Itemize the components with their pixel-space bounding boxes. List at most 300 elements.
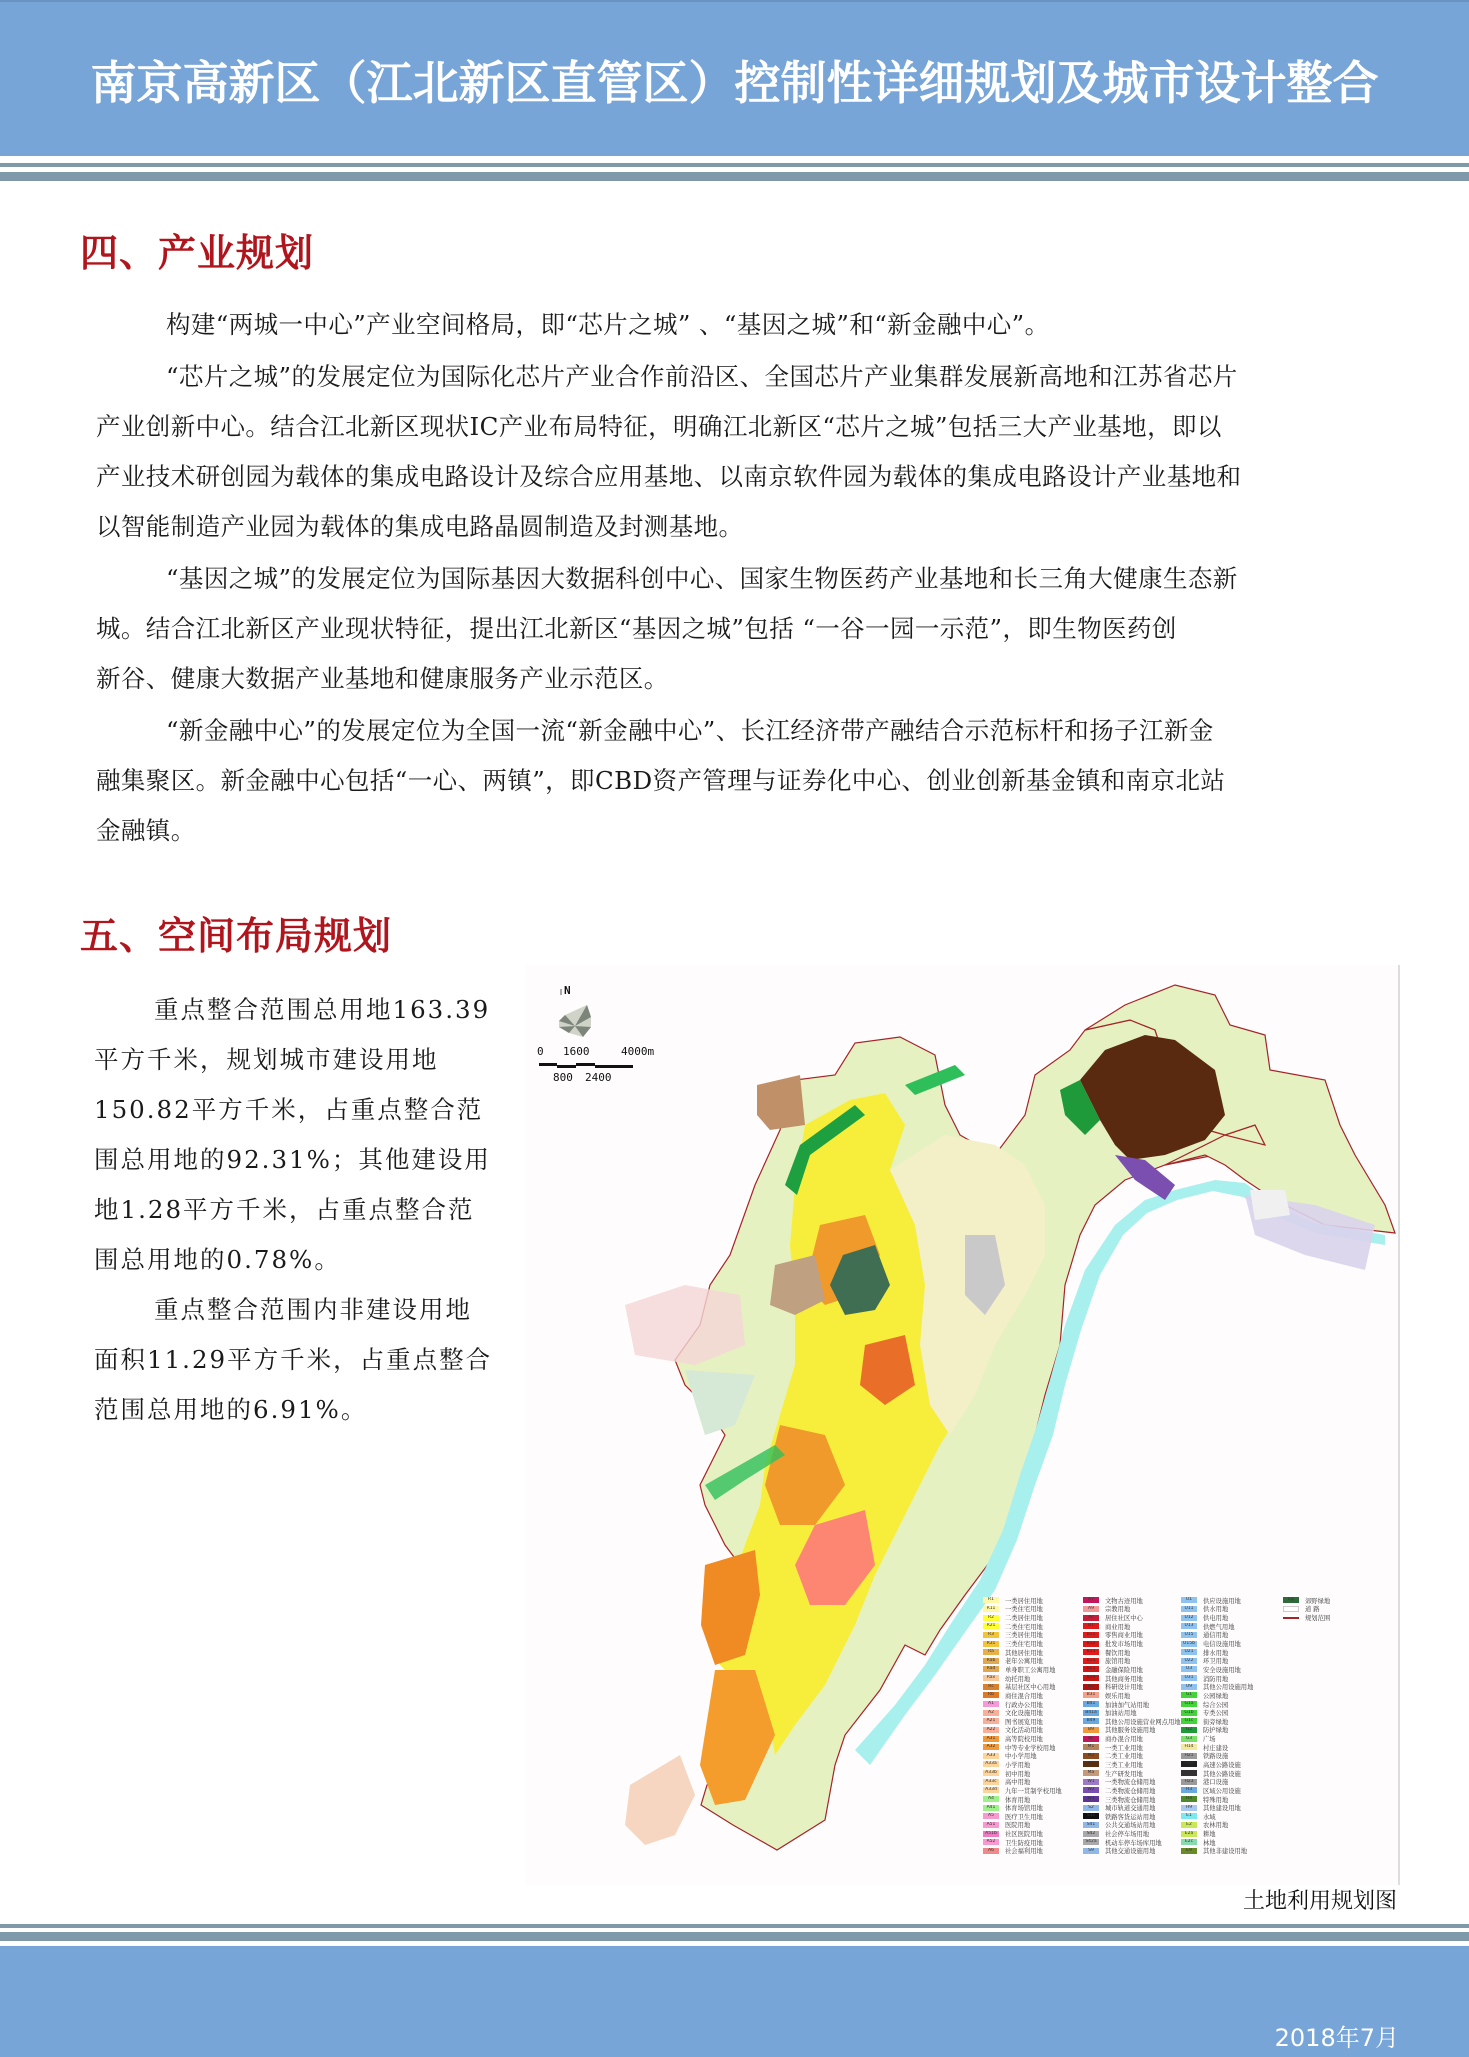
legend-swatch: G1c (1181, 1718, 1197, 1724)
legend-item (1083, 1656, 1181, 1665)
legend-column (1181, 1596, 1253, 1855)
paragraph-line: 重点整合范围内非建设用地 (154, 1295, 472, 1324)
header-divider-thick (0, 172, 1469, 181)
legend-label: 金融保险用地 (1105, 1666, 1143, 1674)
legend-label: 综合公园 (1203, 1701, 1229, 1709)
legend-item (1083, 1821, 1181, 1830)
legend-swatch: A33c (983, 1779, 999, 1785)
legend-label: 一类住宅用地 (1005, 1606, 1043, 1614)
legend-item (983, 1656, 1062, 1665)
legend-swatch: Bc (1083, 1736, 1099, 1742)
legend-label: 其他交通设施用地 (1105, 1848, 1156, 1856)
legend-swatch: U15b (1181, 1641, 1197, 1647)
legend-item (983, 1821, 1062, 1830)
legend-swatch: U9 (1181, 1684, 1197, 1690)
legend-swatch: S31 (1083, 1813, 1099, 1819)
legend-label: 其他商务用地 (1105, 1675, 1143, 1683)
legend-swatch: E9 (1181, 1848, 1197, 1854)
legend-item (1083, 1674, 1181, 1683)
legend-item (1181, 1596, 1253, 1605)
legend-item (1083, 1708, 1181, 1717)
legend-item (1083, 1648, 1181, 1657)
paragraph-line: 金融镇。 (96, 816, 196, 845)
legend-label: 道 路 (1305, 1606, 1320, 1614)
legend-item (983, 1726, 1062, 1735)
legend-label: 社区医院用地 (1005, 1831, 1043, 1839)
legend-item (1083, 1838, 1181, 1847)
scale-label-1600: 1600 (563, 1045, 590, 1058)
legend-swatch: A2 (983, 1710, 999, 1716)
legend-item (983, 1665, 1062, 1674)
legend-item (983, 1596, 1062, 1605)
legend-label: 餐饮用地 (1105, 1649, 1131, 1657)
legend-label: 文化活动用地 (1005, 1727, 1043, 1735)
legend-swatch: M2 (1083, 1753, 1099, 1759)
legend-item (983, 1769, 1062, 1778)
legend-label: 初中用地 (1005, 1770, 1031, 1778)
legend-label: 文化设施用地 (1005, 1710, 1043, 1718)
legend-label: 特殊用地 (1203, 1796, 1229, 1804)
legend-item (983, 1682, 1062, 1691)
paragraph-line: 地1.28平方千米，占重点整合范 (94, 1195, 475, 1224)
paragraph-line: 平方千米，规划城市建设用地 (94, 1045, 439, 1074)
map-legend (983, 1596, 1403, 1866)
legend-label: 卫生防疫用地 (1005, 1839, 1043, 1847)
legend-label: 社会停车场用地 (1105, 1831, 1150, 1839)
paragraph-line: 融集聚区。新金融中心包括“一心、两镇”，即CBD资产管理与证券化中心、创业创新基金镇和南京北站 (96, 766, 1226, 795)
legend-item (1083, 1847, 1181, 1856)
scale-bar (539, 1063, 633, 1068)
legend-swatch: B1 (1083, 1623, 1099, 1629)
legend-label: 港口设施 (1203, 1779, 1229, 1787)
legend-item (1181, 1812, 1253, 1821)
legend-label: 城市轨道交通用地 (1105, 1805, 1156, 1813)
legend-label: 零售商业用地 (1105, 1632, 1143, 1640)
legend-column (983, 1596, 1062, 1855)
legend-item (1083, 1596, 1181, 1605)
legend-swatch: S9 (1083, 1848, 1099, 1854)
legend-label: 一类物流仓储用地 (1105, 1779, 1156, 1787)
legend-item (983, 1777, 1062, 1786)
legend-swatch: R11 (983, 1606, 999, 1612)
legend-label: 公共交通场站用地 (1105, 1822, 1156, 1830)
legend-swatch: A4 (983, 1796, 999, 1802)
legend-label: 环卫用地 (1203, 1658, 1229, 1666)
legend-label: 专类公园 (1203, 1710, 1229, 1718)
legend-item (983, 1786, 1062, 1795)
legend-swatch: B9 (1083, 1727, 1099, 1733)
legend-item (1181, 1639, 1253, 1648)
legend-item (983, 1760, 1062, 1769)
legend-item (1083, 1631, 1181, 1640)
legend-swatch: A51b (983, 1831, 999, 1837)
legend-item (1083, 1760, 1181, 1769)
footer-date: 2018年7月 (1274, 2024, 1399, 2052)
legend-item (1283, 1596, 1330, 1605)
legend-label: 老年公寓用地 (1005, 1658, 1043, 1666)
scale-label-800: 800 (553, 1071, 573, 1084)
legend-swatch: B11 (1083, 1632, 1099, 1638)
legend-swatch: U1 (1181, 1597, 1197, 1603)
legend-label: 其他公用设施营业网点用地 (1105, 1718, 1181, 1726)
legend-label: 供电用地 (1203, 1615, 1229, 1623)
legend-swatch: U12 (1181, 1615, 1197, 1621)
legend-label: 宗教用地 (1105, 1606, 1131, 1614)
legend-swatch: S42 (1083, 1831, 1099, 1837)
legend-swatch: R1 (983, 1597, 999, 1603)
legend-item (1083, 1665, 1181, 1674)
legend-item (983, 1648, 1062, 1657)
legend-swatch: Rax (983, 1675, 999, 1681)
legend-swatch: A5 (983, 1813, 999, 1819)
section-4-body (96, 300, 1241, 856)
legend-label: 一类工业用地 (1105, 1744, 1143, 1752)
legend-item (1181, 1726, 1253, 1735)
legend-item (1083, 1726, 1181, 1735)
legend-item (1181, 1786, 1253, 1795)
legend-item (1083, 1700, 1181, 1709)
legend-swatch: Ma (1083, 1770, 1099, 1776)
legend-item (1181, 1700, 1253, 1709)
legend-swatch: B41 (1083, 1701, 1099, 1707)
legend-item (983, 1829, 1062, 1838)
section-5-body (94, 985, 492, 1435)
legend-item (983, 1734, 1062, 1743)
legend-swatch: R2 (983, 1615, 999, 1621)
legend-label: 区域公用设施 (1203, 1787, 1241, 1795)
legend-item (1181, 1743, 1253, 1752)
legend-label: 林地 (1203, 1839, 1216, 1847)
legend-swatch: Rad (983, 1666, 999, 1672)
legend-swatch (1283, 1606, 1299, 1612)
legend-label: 小学用地 (1005, 1762, 1031, 1769)
legend-swatch: U11 (1181, 1606, 1197, 1612)
legend-item (1181, 1682, 1253, 1691)
paragraph-line: 面积11.29平方千米，占重点整合 (94, 1345, 493, 1374)
legend-label: 电信设施用地 (1203, 1641, 1241, 1649)
map-caption: 土地利用规划图 (1242, 1889, 1397, 1914)
paragraph (96, 554, 1241, 704)
legend-swatch: A31 (983, 1736, 999, 1742)
legend-swatch: Ra (983, 1649, 999, 1655)
legend-label: 社会福利用地 (1005, 1848, 1043, 1856)
legend-label: 加油站用地 (1105, 1710, 1137, 1718)
legend-label: 高中用地 (1005, 1779, 1031, 1787)
legend-item (1181, 1829, 1253, 1838)
legend-label: 公园绿地 (1203, 1692, 1229, 1700)
legend-label: 批发市场用地 (1105, 1641, 1143, 1649)
legend-item (1181, 1605, 1253, 1614)
legend-swatch: S42a (1083, 1839, 1099, 1845)
paragraph (96, 352, 1241, 552)
legend-item (1181, 1622, 1253, 1631)
legend-swatch: Eg (1283, 1597, 1299, 1603)
legend-label: 农林用地 (1203, 1822, 1229, 1830)
paragraph (94, 985, 492, 1285)
legend-label: 九年一贯制学校用地 (1005, 1787, 1062, 1795)
legend-swatch: A51 (983, 1822, 999, 1828)
north-label: N (564, 984, 571, 997)
legend-swatch: A33 (983, 1753, 999, 1759)
legend-swatch: R3 (983, 1632, 999, 1638)
paragraph-line: 重点整合范围总用地163.39 (154, 995, 491, 1024)
legend-item (1181, 1648, 1253, 1657)
legend-label: 郊野绿地 (1305, 1597, 1331, 1605)
paragraph-line: “新金融中心”的发展定位为全国一流“新金融中心”、长江经济带产融结合示范标杆和扬子江新金 (166, 716, 1214, 745)
legend-label: 铁路客货运站用地 (1105, 1813, 1156, 1821)
legend-label: 行政办公用地 (1005, 1701, 1043, 1709)
legend-label: 商办混合用地 (1105, 1736, 1143, 1744)
legend-label: 广场 (1203, 1736, 1216, 1744)
legend-swatch: B31 (1083, 1692, 1099, 1698)
legend-item (1181, 1795, 1253, 1804)
legend-item (983, 1691, 1062, 1700)
legend-swatch: S2 (1083, 1805, 1099, 1811)
legend-swatch: H22 (1181, 1770, 1197, 1776)
legend-item (1083, 1769, 1181, 1778)
legend-label: 街旁绿地 (1203, 1718, 1229, 1726)
legend-item (1083, 1622, 1181, 1631)
legend-item (1181, 1777, 1253, 1786)
legend-label: 村庄建设 (1203, 1744, 1229, 1752)
legend-swatch: A52 (983, 1839, 999, 1845)
legend-label: 通信用地 (1203, 1632, 1229, 1640)
legend-item (1083, 1734, 1181, 1743)
legend-item (983, 1743, 1062, 1752)
legend-swatch: H14 (1181, 1744, 1197, 1750)
legend-swatch: E2c (1181, 1839, 1197, 1845)
legend-item (1083, 1691, 1181, 1700)
legend-swatch: H22 (1181, 1761, 1197, 1767)
legend-item (983, 1613, 1062, 1622)
legend-swatch: A9 (1083, 1606, 1099, 1612)
legend-label: 供应设施用地 (1203, 1597, 1241, 1605)
section-4-title: 四、产业规划 (80, 231, 315, 275)
legend-item (1083, 1717, 1181, 1726)
legend-label: 居住社区中心 (1105, 1615, 1143, 1623)
legend-swatch: G1 (1181, 1692, 1197, 1698)
legend-item (1083, 1829, 1181, 1838)
legend-swatch: R21 (983, 1623, 999, 1629)
footer-divider-thick (0, 1932, 1469, 1941)
legend-swatch: A32 (983, 1744, 999, 1750)
legend-item (1083, 1605, 1181, 1614)
legend-swatch: E2a (1181, 1831, 1197, 1837)
legend-swatch: G1b (1181, 1710, 1197, 1716)
legend-label: 三类居住用地 (1005, 1632, 1043, 1640)
paragraph-line: 150.82平方千米，占重点整合范 (94, 1095, 484, 1124)
legend-item (983, 1605, 1062, 1614)
footer-banner (0, 1946, 1469, 2057)
legend-swatch: A33a (983, 1761, 999, 1767)
legend-swatch: H23 (1181, 1779, 1197, 1785)
legend-swatch: U15 (1181, 1632, 1197, 1638)
legend-swatch: A1 (983, 1701, 999, 1707)
legend-label: 体育用地 (1005, 1796, 1031, 1804)
legend-label: 科研设计用地 (1105, 1684, 1143, 1692)
legend-label: 三类工业用地 (1105, 1762, 1143, 1769)
legend-label: 铁路设施 (1203, 1753, 1229, 1761)
legend-label: 加油加气站用地 (1105, 1701, 1150, 1709)
legend-swatch: W2 (1083, 1787, 1099, 1793)
legend-item (1181, 1769, 1253, 1778)
legend-item (983, 1803, 1062, 1812)
legend-swatch: Rb (983, 1692, 999, 1698)
legend-label: 供燃气用地 (1203, 1623, 1235, 1631)
legend-label: 供水用地 (1203, 1606, 1229, 1614)
legend-swatch: B3 (1083, 1684, 1099, 1690)
legend-item (1083, 1639, 1181, 1648)
legend-label: 二类工业用地 (1105, 1753, 1143, 1761)
legend-column (1083, 1596, 1181, 1855)
document-title: 南京高新区（江北新区直管区）控制性详细规划及城市设计整合 (90, 56, 1379, 110)
paragraph-line: “基因之城”的发展定位为国际基因大数据科创中心、国家生物医药产业基地和长三角大健康生态新 (166, 564, 1238, 593)
legend-item (1283, 1613, 1330, 1622)
legend-label: 幼托用地 (1005, 1675, 1031, 1683)
legend-item (1181, 1760, 1253, 1769)
legend-swatch: B41a (1083, 1710, 1099, 1716)
legend-item (1083, 1803, 1181, 1812)
legend-label: 消防用地 (1203, 1675, 1229, 1683)
legend-swatch: R31 (983, 1641, 999, 1647)
legend-item (1181, 1838, 1253, 1847)
legend-item (983, 1795, 1062, 1804)
legend-label: 水域 (1203, 1813, 1216, 1821)
paragraph-line: 围总用地的92.31%；其他建设用 (94, 1145, 491, 1174)
legend-label: 安全设施用地 (1203, 1666, 1241, 1674)
legend-item (1083, 1812, 1181, 1821)
legend-swatch: U22 (1181, 1658, 1197, 1664)
legend-item (983, 1847, 1062, 1856)
legend-swatch: B21 (1083, 1666, 1099, 1672)
legend-item (1083, 1795, 1181, 1804)
legend-item (1083, 1682, 1181, 1691)
legend-item (1083, 1786, 1181, 1795)
legend-swatch: M1 (1083, 1744, 1099, 1750)
legend-label: 三类物流仓储用地 (1105, 1796, 1156, 1804)
legend-swatch: B49 (1083, 1718, 1099, 1724)
legend-label: 图书展览用地 (1005, 1718, 1043, 1726)
paragraph-line: 新谷、健康大数据产业基地和健康服务产业示范区。 (96, 664, 669, 693)
legend-label: 生产研发用地 (1105, 1770, 1143, 1778)
legend-swatch: W3 (1083, 1796, 1099, 1802)
section-5-title: 五、空间布局规划 (80, 914, 393, 958)
legend-label: 其他非建设用地 (1203, 1848, 1248, 1856)
legend-item (983, 1674, 1062, 1683)
paragraph-line: 范围总用地的6.91%。 (94, 1395, 368, 1424)
legend-swatch: G2 (1181, 1727, 1197, 1733)
paragraph (96, 300, 1241, 350)
legend-label: 文物古迹用地 (1105, 1597, 1143, 1605)
legend-label: 中等专业学校用地 (1005, 1744, 1056, 1752)
legend-label: 商业用地 (1105, 1623, 1131, 1631)
legend-swatch: W1 (1083, 1779, 1099, 1785)
paragraph-line: 构建“两城一中心”产业空间格局，即“芯片之城” 、“基因之城”和“新金融中心”。 (166, 310, 1050, 339)
legend-label: 机动车停车场库用地 (1105, 1839, 1162, 1847)
legend-label: 商住混合用地 (1005, 1692, 1043, 1700)
legend-swatch: G3 (1181, 1736, 1197, 1742)
footer-divider-thin (0, 1924, 1469, 1928)
legend-item (1181, 1717, 1253, 1726)
legend-swatch: Ac (1083, 1615, 1099, 1621)
legend-label: 其他建设用地 (1203, 1805, 1241, 1813)
legend-label: 防护绿地 (1203, 1727, 1229, 1735)
legend-label: 一类居住用地 (1005, 1597, 1043, 1605)
paragraph (94, 1285, 492, 1435)
legend-swatch: B13 (1083, 1649, 1099, 1655)
legend-swatch: Rab (983, 1658, 999, 1664)
legend-label: 中小学用地 (1005, 1753, 1037, 1761)
legend-swatch: E2 (1181, 1822, 1197, 1828)
legend-swatch (1283, 1615, 1299, 1621)
legend-item (1181, 1821, 1253, 1830)
legend-swatch: S41 (1083, 1822, 1099, 1828)
legend-swatch: U31 (1181, 1675, 1197, 1681)
legend-item (1181, 1752, 1253, 1761)
paragraph (96, 706, 1241, 856)
legend-item (1181, 1847, 1253, 1856)
legend-swatch: A21 (983, 1718, 999, 1724)
legend-item (983, 1708, 1062, 1717)
legend-label: 二类居住用地 (1005, 1615, 1043, 1623)
legend-item (1181, 1708, 1253, 1717)
legend-label: 排水用地 (1203, 1649, 1229, 1657)
legend-swatch: U13 (1181, 1623, 1197, 1629)
legend-label: 旅馆用地 (1105, 1658, 1131, 1666)
scale-label-4000m: 4000m (621, 1045, 655, 1058)
legend-label: 其他居住用地 (1005, 1649, 1043, 1657)
header-divider-thin (0, 163, 1469, 167)
legend-swatch: A41 (983, 1805, 999, 1811)
legend-label: 高等院校用地 (1005, 1736, 1043, 1744)
legend-item (1181, 1691, 1253, 1700)
legend-swatch: U3 (1181, 1666, 1197, 1672)
legend-item (1283, 1605, 1330, 1614)
legend-label: 二类住宅用地 (1005, 1623, 1043, 1631)
paragraph-line: 围总用地的0.78%。 (94, 1245, 341, 1274)
legend-swatch: H9 (1181, 1805, 1197, 1811)
legend-label: 高速公路设施 (1203, 1762, 1241, 1769)
legend-label: 耕地 (1203, 1831, 1216, 1839)
legend-swatch: A33d (983, 1787, 999, 1793)
legend-item (1083, 1613, 1181, 1622)
legend-swatch: H3 (1181, 1787, 1197, 1793)
legend-item (983, 1812, 1062, 1821)
paragraph-line: 以智能制造产业园为载体的集成电路晶圆制造及封测基地。 (96, 512, 744, 541)
legend-label: 其他公路设施 (1203, 1770, 1241, 1778)
legend-item (1083, 1743, 1181, 1752)
legend-swatch: A33b (983, 1770, 999, 1776)
legend-item (1181, 1734, 1253, 1743)
legend-swatch: U21 (1181, 1649, 1197, 1655)
legend-item (1181, 1803, 1253, 1812)
legend-item (983, 1838, 1062, 1847)
legend-column (1283, 1596, 1330, 1622)
paragraph-line: “芯片之城”的发展定位为国际化芯片产业合作前沿区、全国芯片产业集群发展新高地和江苏省芯片 (166, 362, 1238, 391)
legend-item (983, 1752, 1062, 1761)
legend-item (983, 1717, 1062, 1726)
legend-label: 体育场馆用地 (1005, 1805, 1043, 1813)
legend-swatch: E1 (1181, 1813, 1197, 1819)
legend-item (983, 1622, 1062, 1631)
legend-swatch: B12 (1083, 1641, 1099, 1647)
legend-label: 三类住宅用地 (1005, 1641, 1043, 1649)
paragraph-line: 产业创新中心。结合江北新区现状IC产业布局特征，明确江北新区“芯片之城”包括三大产业基地，即以 (96, 412, 1222, 441)
scale-label-2400: 2400 (585, 1071, 612, 1084)
legend-swatch: A22 (983, 1727, 999, 1733)
legend-swatch: A7 (1083, 1597, 1099, 1603)
legend-swatch: Rc (983, 1684, 999, 1690)
